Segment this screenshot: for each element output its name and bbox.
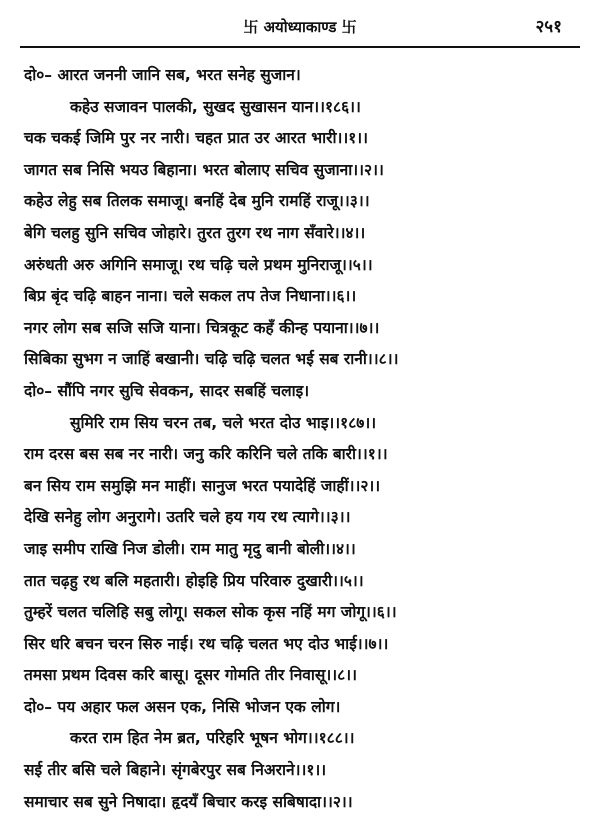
doha-line: दो०– आरत जननी जानि सब, भरत सनेह सुजान।	[24, 66, 301, 84]
chaupai-line: तमसा प्रथम दिवस करि बासू। दूसर गोमति तीर निवासू।।८।।	[24, 666, 357, 685]
doha-line: करत राम हित नेम ब्रत, परिहरि भूषन भोग।।१८८।।	[70, 729, 355, 748]
page-header	[0, 0, 600, 50]
chaupai-line: बन सिय राम समुझि मन माहीं। सानुज भरत पयादेहिं जाहीं।।२।।	[24, 476, 381, 495]
chaupai-line: बिप्र बृंद चढ़ि बाहन नाना। चले सकल तप तेज निधाना।।६।।	[24, 287, 357, 306]
chaupai-line: बेगि चलहु सुनि सचिव जोहारे। तुरत तुरग रथ नाग सँवारे।।४।।	[24, 223, 366, 242]
chaupai-line: चक चकई जिमि पुर नर नारी। चहत प्रात उर आरत भारी।।१।।	[24, 129, 369, 148]
chaupai-line: तात चढ़हु रथ बलि महतारी। होइहि प्रिय परिवारु दुखारी।।५।।	[24, 571, 364, 590]
chaupai-line: जागत सब निसि भयउ बिहाना। भरत बोलाए सचिव सुजाना।।२।।	[24, 160, 384, 179]
header-divider	[20, 46, 580, 48]
doha-line: दो०– सौंपि नगर सुचि सेवकन, सादर सबहिं चलाइ।	[24, 381, 310, 400]
chaupai-line: कहेउ लेहु सब तिलक समाजू। बनहिं देब मुनि रामहिं राजू।।३।।	[24, 192, 370, 211]
doha-line: कहेउ सजावन पालकी, सुखद सुखासन यान।।१८६।।	[70, 97, 361, 116]
chaupai-line: देखि सनेहु लोग अनुरागे। उतरि चले हय गय रथ त्यागे।।३।।	[24, 508, 351, 527]
doha-line: सुमिरि राम सिय चरन तब, चले भरत दोउ भाइ।।१८७।।	[70, 413, 377, 432]
chaupai-line: सिबिका सुभग न जाहिं बखानी। चढ़ि चढ़ि चलत भई सब रानी।।८।।	[24, 350, 399, 369]
chaupai-line: राम दरस बस सब नर नारी। जनु करि करिनि चले तकि बारी।।१।।	[24, 445, 388, 464]
page-number: २५१	[535, 17, 562, 37]
chaupai-line: सिर धरि बचन चरन सिरु नाई। रथ चढ़ि चलत भए दोउ भाई।।७।।	[24, 634, 389, 653]
chaupai-line: अरुंधती अरु अगिनि समाजू। रथ चढ़ि चले प्रथम मुनिराजू।।५।।	[24, 255, 373, 274]
verse-text-block	[0, 60, 600, 818]
chaupai-line: तुम्हरें चलत चलिहि सबु लोगू। सकल सोक कृस नहिं मग जोगू।।६।।	[24, 603, 397, 622]
chaupai-line: नगर लोग सब सजि सजि याना। चित्रकूट कहँ कीन्ह पयाना।।७।।	[24, 318, 380, 337]
doha-line: दो०– पय अहार फल असन एक, निसि भोजन एक लोग।	[24, 697, 341, 716]
chaupai-line: सई तीर बसि चले बिहाने। सृंगबेरपुर सब निअराने।।१।।	[24, 761, 327, 780]
chaupai-line: समाचार सब सुने निषादा। हृदयँ बिचार करइ सबिषादा।।२।।	[24, 792, 353, 811]
chapter-title: 卐 अयोध्याकाण्ड 卐	[243, 18, 357, 36]
chaupai-line: जाइ समीप राखि निज डोली। राम मातु मृदु बानी बोली।।४।।	[24, 539, 356, 558]
